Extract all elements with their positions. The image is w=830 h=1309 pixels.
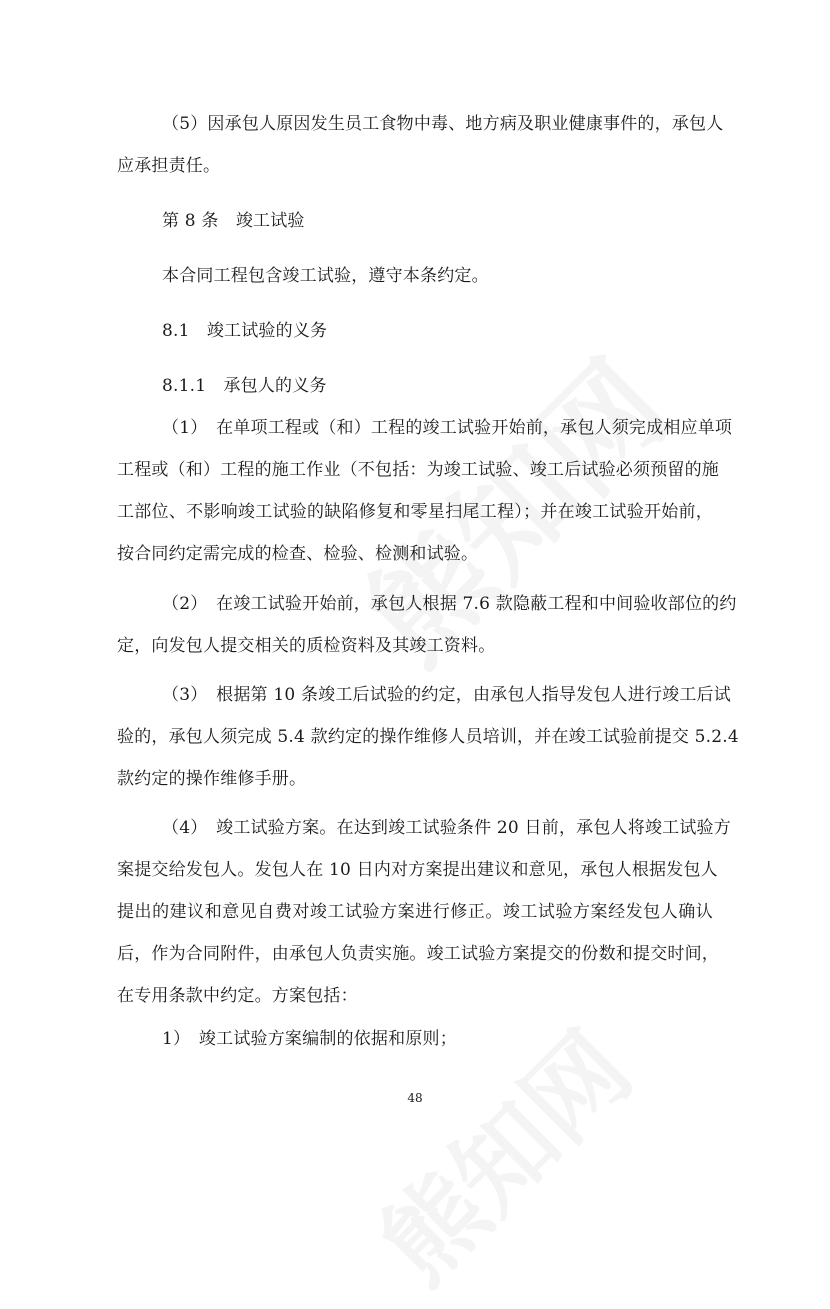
paragraph-line: 工部位、不影响竣工试验的缺陷修复和零星扫尾工程）；并在竣工试验开始前， (117, 502, 713, 522)
paragraph-line: （2） 在竣工试验开始前，承包人根据 7.6 款隐蔽工程和中间验收部位的约 (162, 594, 737, 614)
paragraph-line: 验的，承包人须完成 5.4 款约定的操作维修人员培训，并在竣工试验前提交 5.2.4 (117, 727, 739, 747)
subsection-heading: 8.1 竣工试验的义务 (162, 321, 328, 341)
paragraph-line: 后，作为合同附件，由承包人负责实施。竣工试验方案提交的份数和提交时间， (117, 944, 719, 964)
paragraph-line: 提出的建议和意见自费对竣工试验方案进行修正。竣工试验方案经发包人确认 (117, 902, 713, 922)
paragraph-line: 定，向发包人提交相关的质检资料及其竣工资料。 (117, 636, 496, 656)
paragraph-line: 在专用条款中约定。方案包括： (117, 986, 358, 1006)
paragraph-line: （1） 在单项工程或（和）工程的竣工试验开始前，承包人须完成相应单项 (162, 418, 733, 438)
paragraph-line: （5）因承包人原因发生员工食物中毒、地方病及职业健康事件的，承包人 (162, 114, 724, 134)
paragraph-line: （3） 根据第 10 条竣工后试验的约定，由承包人指导发包人进行竣工后试 (162, 685, 731, 705)
subsection-heading: 8.1.1 承包人的义务 (162, 376, 327, 396)
section-heading: 第 8 条 竣工试验 (162, 211, 305, 231)
paragraph-line: 应承担责任。 (117, 156, 221, 176)
paragraph-line: （4） 竣工试验方案。在达到竣工试验条件 20 日前，承包人将竣工试验方 (162, 818, 731, 838)
page-number: 48 (407, 1091, 423, 1105)
list-item: 1） 竣工试验方案编制的依据和原则； (162, 1029, 457, 1049)
paragraph-line: 案提交给发包人。发包人在 10 日内对方案提出建议和意见，承包人根据发包人 (117, 860, 718, 880)
paragraph-line: 本合同工程包含竣工试验，遵守本条约定。 (162, 266, 489, 286)
paragraph-line: 按合同约定需完成的检查、检验、检测和试验。 (117, 544, 479, 564)
paragraph-line: 款约定的操作维修手册。 (117, 769, 307, 789)
paragraph-line: 工程或（和）工程的施工作业（不包括：为竣工试验、竣工后试验必须预留的施 (117, 460, 719, 480)
